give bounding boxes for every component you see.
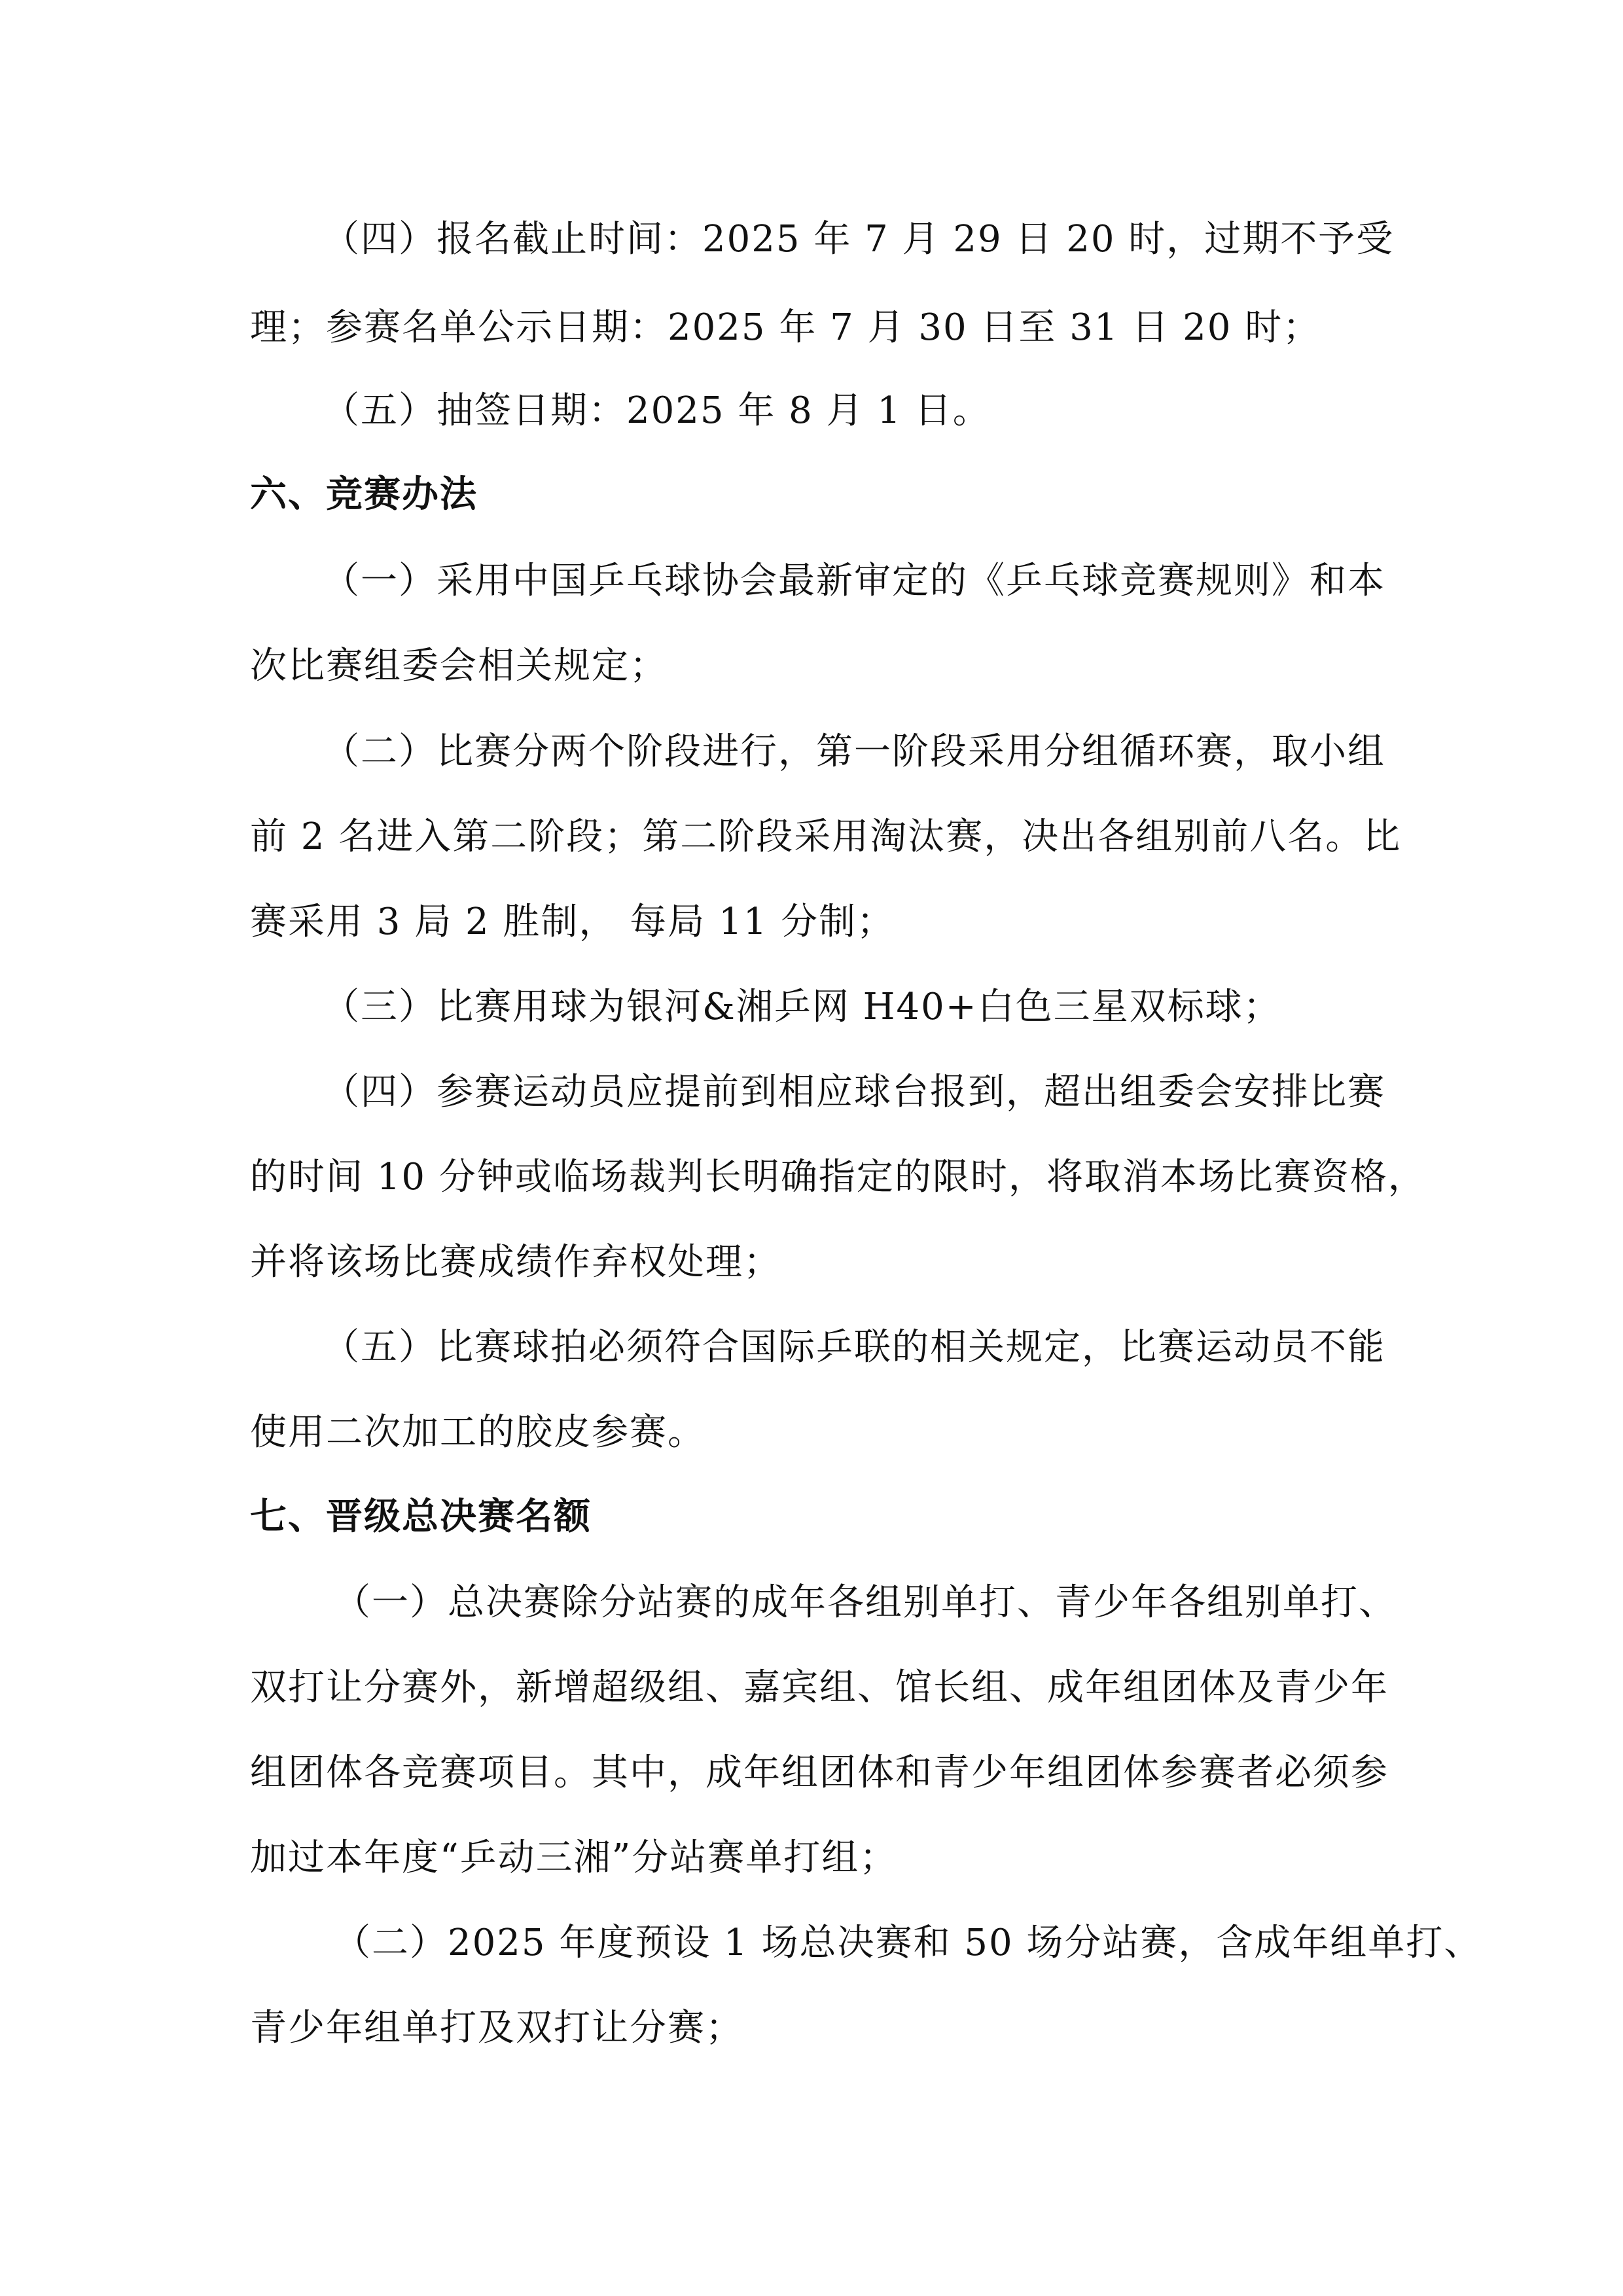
paragraph-line: 双打让分赛外，新增超级组、嘉宾组、馆长组、成年组团体及青少年 [250, 1666, 1389, 1709]
paragraph-line: （二）2025 年度预设 1 场总决赛和 50 场分站赛，含成年组单打、 [334, 1922, 1482, 1964]
paragraph-line: 的时间 10 分钟或临场裁判长明确指定的限时，将取消本场比赛资格， [250, 1156, 1426, 1198]
paragraph-line: 加过本年度“乒动三湘”分站赛单打组； [250, 1837, 898, 1879]
paragraph-line: 并将该场比赛成绩作弃权处理； [250, 1241, 781, 1283]
paragraph-line: 次比赛组委会相关规定； [250, 645, 668, 687]
paragraph-line: （一）采用中国乒乓球协会最新审定的《乒乓球竞赛规则》和本 [323, 560, 1385, 602]
paragraph-line: （四）参赛运动员应提前到相应球台报到，超出组委会安排比赛 [323, 1071, 1385, 1113]
paragraph-line: 前 2 名进入第二阶段；第二阶段采用淘汰赛，决出各组别前八名。比 [250, 816, 1402, 858]
section-heading: 六、竞赛办法 [250, 473, 478, 516]
paragraph-line: （二）比赛分两个阶段进行，第一阶段采用分组循环赛，取小组 [323, 730, 1385, 773]
paragraph-line: 使用二次加工的胶皮参赛。 [250, 1411, 705, 1454]
paragraph-line: 青少年组单打及双打让分赛； [250, 2007, 743, 2049]
paragraph-line: （三）比赛用球为银河&湘乒网 H40+白色三星双标球； [323, 986, 1281, 1028]
paragraph-line: （五）比赛球拍必须符合国际乒联的相关规定，比赛运动员不能 [323, 1326, 1385, 1369]
paragraph-line: （五）抽签日期：2025 年 8 月 1 日。 [323, 389, 991, 432]
paragraph-line: 赛采用 3 局 2 胜制， 每局 11 分制； [250, 901, 895, 943]
paragraph-line: 理；参赛名单公示日期：2025 年 7 月 30 日至 31 日 20 时； [250, 306, 1321, 349]
paragraph-line: （四）报名截止时间：2025 年 7 月 29 日 20 时，过期不予受 [323, 218, 1395, 260]
section-heading: 七、晋级总决赛名额 [250, 1496, 592, 1538]
paragraph-line: 组团体各竞赛项目。其中，成年组团体和青少年组团体参赛者必须参 [250, 1751, 1389, 1794]
paragraph-line: （一）总决赛除分站赛的成年各组别单打、青少年各组别单打、 [334, 1581, 1397, 1624]
